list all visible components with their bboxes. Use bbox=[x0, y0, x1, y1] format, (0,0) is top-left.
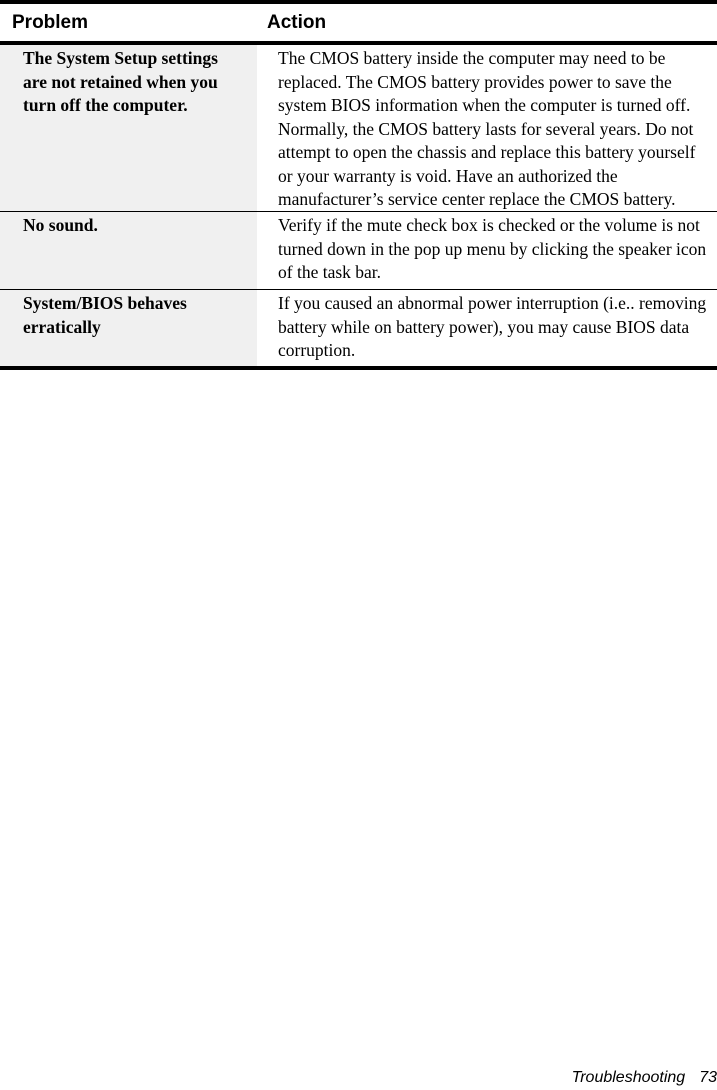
action-cell: Verify if the mute check box is checked or the volume is not turned down in the pop up menu by clicking the speaker icon of the task bar. bbox=[278, 215, 707, 282]
footer-section-title: Troubleshooting bbox=[571, 1069, 686, 1086]
action-cell: If you caused an abnormal power interruption (i.e.. removing battery while on battery power), you may cause BIOS data corruption. bbox=[278, 293, 707, 360]
table-row bbox=[0, 45, 717, 211]
header-action: Action bbox=[267, 11, 327, 33]
problem-cell: The System Setup settings are not retained when you turn off the computer. bbox=[0, 45, 257, 211]
problem-cell: System/BIOS behaves erratically bbox=[0, 290, 257, 366]
table-row bbox=[0, 290, 717, 366]
problem-cell: No sound. bbox=[0, 212, 257, 289]
page-footer bbox=[572, 1069, 717, 1087]
action-cell: The CMOS battery inside the computer may need to be replaced. The CMOS battery provides power to save the system BIOS information when the computer is turned off. Normally, the CMOS battery lasts for several years. Do not attempt to open the chassis and replace this battery yourself or your warranty is void. Have an authorized the manufacturer’s service center replace the CMOS battery. bbox=[278, 48, 696, 209]
troubleshooting-table bbox=[0, 0, 717, 370]
table-bottom-rule bbox=[0, 366, 717, 370]
page-number: 73 bbox=[699, 1069, 717, 1086]
header-problem: Problem bbox=[12, 11, 89, 33]
table-row bbox=[0, 212, 717, 289]
table-header-row bbox=[0, 4, 717, 41]
